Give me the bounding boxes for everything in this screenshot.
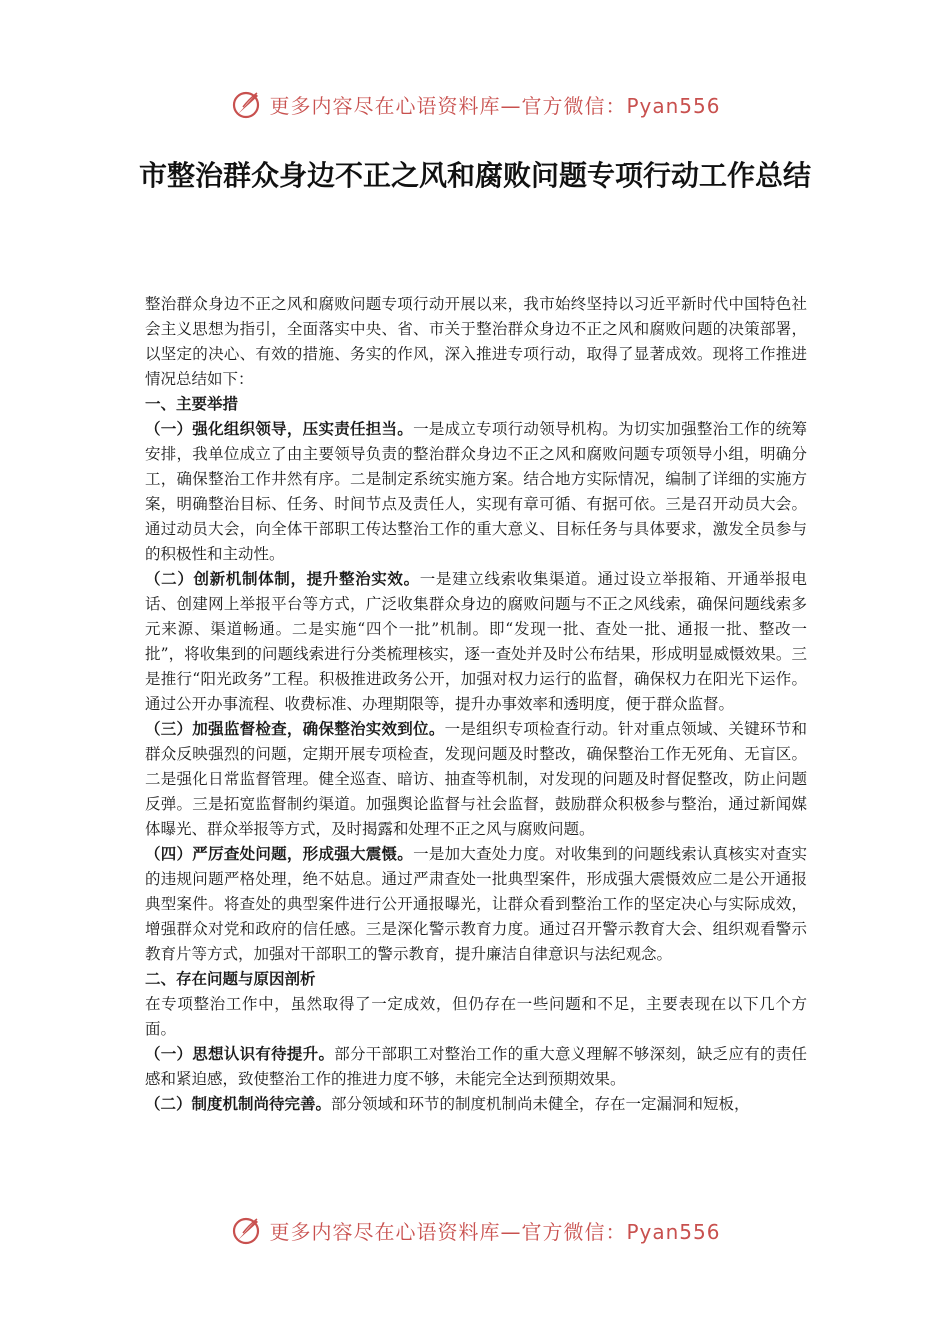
paragraph-body: 部分干部职工对整治工作的重大意义理解不够深刻，缺乏应有的责任感和紧迫感，致使整治工作的推进力度不够，未能完全达到预期效果。 [145, 1045, 807, 1088]
paragraph-lead: （一）强化组织领导，压实责任担当。 [145, 420, 414, 438]
problems-intro-paragraph: 在专项整治工作中，虽然取得了一定成效，但仍存在一些问题和不足，主要表现在以下几个方面。 [145, 995, 807, 1038]
measure-paragraph-2 [145, 567, 807, 717]
paragraph-body: 一是建立线索收集渠道。通过设立举报箱、开通举报电话、创建网上举报平台等方式，广泛收集群众身边的腐败问题与不正之风线索，确保问题线索多元来源、渠道畅通。二是实施“四个一批”机制。即“发现一批、查处一批、通报一批、整改一批”，将收集到的问题线索进行分类梳理核实，逐一查处并及时公布结果，形成明显威慑效果。三是推行“阳光政务”工程。积极推进政务公开，加强对权力运行的监督，确保权力在阳光下运作。通过公开办事流程、收费标准、办理期限等，提升办事效率和透明度，便于群众监督。 [145, 570, 807, 713]
problem-paragraph-1 [145, 1042, 807, 1092]
paragraph-lead: （一）思想认识有待提升。 [145, 1045, 335, 1063]
watermark-footer [0, 1210, 950, 1250]
document-body [145, 292, 807, 1117]
quill-circle-logo-icon [229, 87, 263, 121]
problem-paragraph-2 [145, 1092, 807, 1117]
measure-paragraph-4 [145, 842, 807, 967]
watermark-text: 更多内容尽在心语资料库—官方微信：Pyan556 [269, 93, 721, 118]
paragraph-body: 一是成立专项行动领导机构。为切实加强整治工作的统筹安排，我单位成立了由主要领导负责的整治群众身边不正之风和腐败问题专项领导小组，明确分工，确保整治工作井然有序。二是制定系统实施方案。结合地方实际情况，编制了详细的实施方案，明确整治目标、任务、时间节点及责任人，实现有章可循、有据可依。三是召开动员大会。通过动员大会，向全体干部职工传达整治工作的重大意义、目标任务与具体要求，激发全员参与的积极性和主动性。 [145, 420, 807, 563]
paragraph-body: 一是加大查处力度。对收集到的问题线索认真核实对查实的违规问题严格处理，绝不姑息。通过严肃查处一批典型案件，形成强大震慑效应二是公开通报典型案件。将查处的典型案件进行公开通报曝光，让群众看到整治工作的坚定决心与实际成效，增强群众对党和政府的信任感。三是深化警示教育力度。通过召开警示教育大会、组织观看警示教育片等方式，加强对干部职工的警示教育，提升廉洁自律意识与法纪观念。 [145, 845, 807, 963]
section-heading-measures: 一、主要举措 [145, 395, 239, 413]
paragraph-body: 部分领域和环节的制度机制尚未健全，存在一定漏洞和短板， [331, 1095, 750, 1113]
paragraph-lead: （二）制度机制尚待完善。 [145, 1095, 332, 1113]
paragraph-lead: （三）加强监督检查，确保整治实效到位。 [145, 720, 445, 738]
measure-paragraph-3 [145, 717, 807, 842]
watermark-text: 更多内容尽在心语资料库—官方微信：Pyan556 [269, 1219, 721, 1244]
paragraph-lead: （二）创新机制体制，提升整治实效。 [145, 570, 420, 588]
watermark-header [0, 84, 950, 124]
document-title: 市整治群众身边不正之风和腐败问题专项行动工作总结 [138, 159, 811, 192]
intro-paragraph: 整治群众身边不正之风和腐败问题专项行动开展以来，我市始终坚持以习近平新时代中国特色社会主义思想为指引，全面落实中央、省、市关于整治群众身边不正之风和腐败问题的决策部署，以坚定的决心、有效的措施、务实的作风，深入推进专项行动，取得了显著成效。现将工作推进情况总结如下： [145, 295, 807, 388]
quill-circle-logo-icon [229, 1213, 263, 1247]
section-heading-problems: 二、存在问题与原因剖析 [145, 970, 316, 988]
paragraph-body: 一是组织专项检查行动。针对重点领域、关键环节和群众反映强烈的问题，定期开展专项检查，发现问题及时整改，确保整治工作无死角、无盲区。二是强化日常监督管理。健全巡查、暗访、抽查等机制，对发现的问题及时督促整改，防止问题反弹。三是拓宽监督制约渠道。加强舆论监督与社会监督，鼓励群众积极参与整治，通过新闻媒体曝光、群众举报等方式，及时揭露和处理不正之风与腐败问题。 [145, 720, 807, 838]
measure-paragraph-1 [145, 417, 807, 567]
paragraph-lead: （四）严厉查处问题，形成强大震慑。 [145, 845, 414, 863]
